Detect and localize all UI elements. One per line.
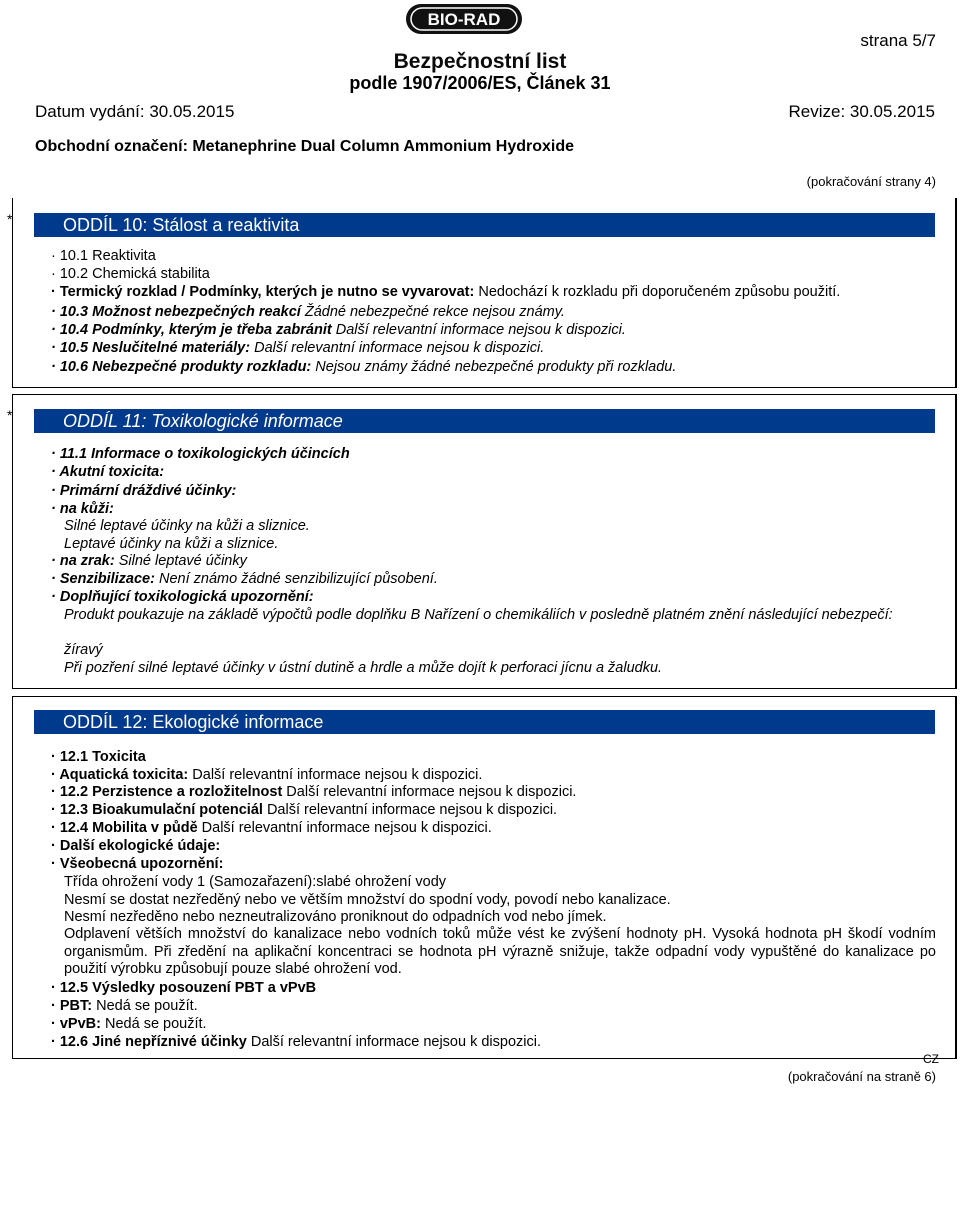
issue-date: Datum vydání: 30.05.2015 — [35, 102, 235, 121]
section-10-heading: ODDÍL 10: Stálost a reaktivita — [34, 213, 935, 237]
s11-sensitization: · Senzibilizace: Není známo žádné senzibilizující působení. — [51, 571, 438, 587]
s12-other-adverse-effects: · 12.6 Jiné nepříznivé účinky Další relevantní informace nejsou k dispozici. — [51, 1034, 541, 1050]
s11-on-eyes: · na zrak: Silné leptavé účinky — [51, 553, 247, 569]
s12-aquatic-toxicity: · Aquatická toxicita: Další relevantní informace nejsou k dispozici. — [51, 767, 483, 783]
document-title: Bezpečnostní list — [393, 50, 567, 73]
s12-pbt-vpvb-results: · 12.5 Výsledky posouzení PBT a vPvB — [51, 980, 317, 996]
s11-ingestion-effects: Při pozření silné leptavé účinky v ústní dutině a hrdle a může dojít k perforaci jícnu a žaludku. — [64, 660, 663, 676]
s12-pbt: · PBT: Nedá se použít. — [51, 998, 198, 1014]
s12-ph-paragraph: Odplavení větších množství do kanalizace nebo vodních toků může vést ke zvýšení hodnoty pH. Vysoká hodnota pH škodí vodním organismům. Při zředění na aplikační koncentraci se hodnota pH výrazně snižuje, takže odpadní vody vypuštěné do kanalizace po použití výrobku způsobují pouze slabé ohrožení vod. — [64, 926, 936, 977]
s12-other-ecological: · Další ekologické údaje: — [51, 838, 221, 854]
s10-thermal-decomposition: · Termický rozklad / Podmínky, kterých je nutno se vyvarovat: Nedochází k rozkladu při doporučeném způsobu použití. — [51, 284, 841, 300]
s11-primary-irritant: · Primární dráždivé účinky: — [51, 483, 237, 499]
change-marker: * — [7, 407, 13, 423]
section-12-heading: ODDÍL 12: Ekologické informace — [34, 710, 935, 734]
s12-bioaccumulation: · 12.3 Bioakumulační potenciál Další relevantní informace nejsou k dispozici. — [51, 802, 558, 818]
continued-from: (pokračování strany 4) — [806, 174, 936, 189]
logo-text: BIO-RAD — [427, 10, 501, 29]
s10-incompatible-materials: · 10.5 Neslučitelné materiály: Další relevantní informace nejsou k dispozici. — [51, 340, 545, 356]
s11-skin-effect-1: Silné leptavé účinky na kůži a sliznice. — [64, 518, 310, 534]
s11-acute-toxicity: · Akutní toxicita: — [51, 464, 165, 480]
continued-on: (pokračování na straně 6) — [787, 1069, 936, 1084]
s11-additional-notes: · Doplňující toxikologická upozornění: — [51, 589, 314, 605]
s11-skin-effect-2: Leptavé účinky na kůži a sliznice. — [64, 536, 279, 552]
s12-soil-mobility: · 12.4 Mobilita v půdě Další relevantní informace nejsou k dispozici. — [51, 820, 492, 836]
bio-rad-logo — [405, 3, 523, 35]
s12-sewage-note: Nesmí nezředěno nebo nezneutralizováno proniknout do odpadních vod nebo jímek. — [64, 909, 607, 925]
s10-conditions-to-avoid: · 10.4 Podmínky, kterým je třeba zabránit Další relevantní informace nejsou k dispozici. — [51, 322, 626, 338]
product-name: Obchodní označení: Metanephrine Dual Column Ammonium Hydroxide — [35, 138, 574, 155]
s12-groundwater-note: Nesmí se dostat nezředěný nebo ve větším množství do spodní vody, povodí nebo kanalizace. — [64, 892, 671, 908]
language-code: CZ — [923, 1052, 939, 1066]
s10-reactivity: · 10.1 Reaktivita — [51, 248, 156, 264]
s10-chemical-stability: · 10.2 Chemická stabilita — [51, 266, 210, 282]
s10-hazardous-reactions: · 10.3 Možnost nebezpečných reakcí Žádné nebezpečné rekce nejsou známy. — [51, 304, 565, 320]
document-subtitle: podle 1907/2006/ES, Článek 31 — [349, 73, 611, 93]
s12-persistence: · 12.2 Perzistence a rozložitelnost Další relevantní informace nejsou k dispozici. — [51, 784, 577, 800]
s11-toxicological-effects: · 11.1 Informace o toxikologických účincích — [51, 446, 350, 462]
s11-calculation-paragraph: Produkt poukazuje na základě výpočtů podle doplňku B Nařízení o chemikáliích v posledně platném znění následující nebezpečí: — [64, 607, 893, 623]
s12-vpvb: · vPvB: Nedá se použít. — [51, 1016, 207, 1032]
s12-general-notes: · Všeobecná upozornění: — [51, 856, 224, 872]
page-number: strana 5/7 — [860, 31, 936, 50]
revision-date: Revize: 30.05.2015 — [788, 102, 935, 121]
s11-on-skin: · na kůži: — [51, 501, 114, 517]
s11-corrosive: žíravý — [64, 642, 103, 658]
s12-toxicity: · 12.1 Toxicita — [51, 749, 146, 765]
section-11-heading: ODDÍL 11: Toxikologické informace — [34, 409, 935, 433]
change-marker: * — [7, 211, 13, 227]
s12-water-hazard-class: Třída ohrožení vody 1 (Samozařazení):slabé ohrožení vody — [64, 874, 447, 890]
s10-decomposition-products: · 10.6 Nebezpečné produkty rozkladu: Nejsou známy žádné nebezpečné produkty při rozkladu. — [51, 359, 677, 375]
